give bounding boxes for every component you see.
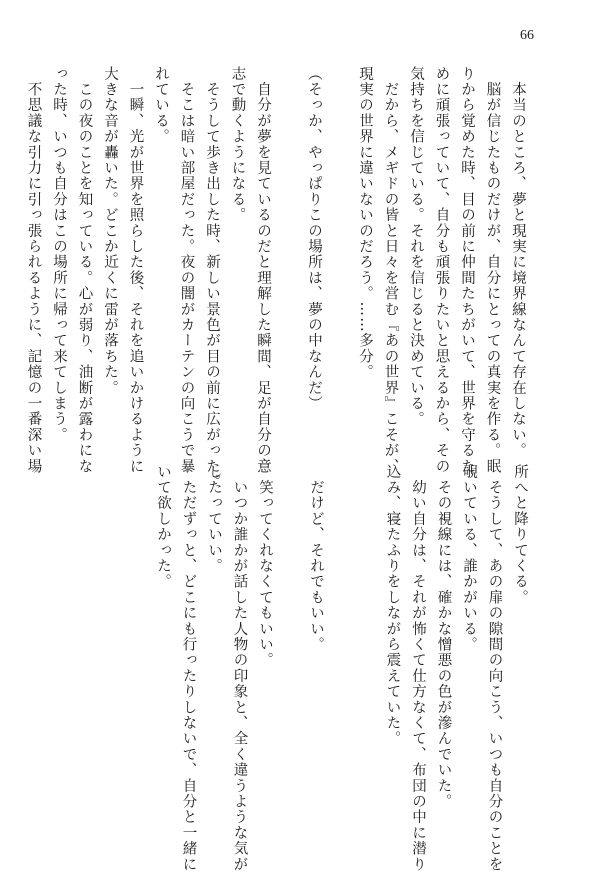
text-line: 込み、寝たふりをしながら震えていた。	[384, 464, 401, 747]
text-line: 脳が信じたものだけが、自分にとっての真実を作る。眠	[484, 66, 501, 475]
text-line: 幼い自分は、それが怖くて仕方なくて、布団の中に潜り	[410, 464, 426, 872]
text-line: したっていい。	[206, 464, 222, 574]
text-line	[326, 66, 352, 446]
page-number: 66	[520, 28, 534, 43]
text-line: 志で動くようになる。	[229, 66, 246, 223]
text-line: 自分が夢を見ているのだと理解した瞬間、足が自分の意	[255, 66, 271, 475]
text-line: りから覚めた時、目の前に仲間たちがいて、世界を守るた	[459, 66, 475, 475]
text-line: だけど、それでもいい。	[308, 464, 324, 653]
text-line: めに頑張っていて、自分も頑張りたいと思えるから、その	[433, 66, 450, 475]
text-line: 不思議な引力に引っ張られるように、記憶の一番深い場	[25, 66, 42, 475]
text-line	[277, 464, 303, 844]
text-line: （そっか、やっぱりこの場所は、夢の中なんだ）	[306, 66, 322, 412]
text-line: 気持ちを信じている。それを信じると決めている。	[408, 66, 424, 428]
bottom-text-block	[150, 464, 533, 872]
text-line: 現実の世界に違いないのだろう。……多分。	[357, 66, 373, 380]
text-line: いて欲しかった。	[155, 464, 171, 590]
text-line	[328, 464, 354, 844]
text-line: いつか誰かが話した人物の印象と、全く違うような気が	[231, 464, 248, 872]
text-line	[275, 66, 301, 446]
top-text-block	[20, 66, 530, 490]
text-line: 笑ってくれなくてもいい。	[257, 464, 273, 669]
text-line: った時、いつも自分はこの場所に帰って来てしまう。	[51, 66, 67, 443]
text-line: そうして、あの扉の隙間の向こう、いつも自分のことを	[486, 464, 503, 872]
text-line	[354, 464, 380, 844]
text-line: 所へと降りてくる。	[512, 464, 528, 606]
text-line: 本当のところ、夢と現実に境界線なんて存在しない。	[510, 66, 526, 459]
text-line: だから、メギドの皆と日々を営む『あの世界』こそが、	[382, 66, 399, 475]
text-line: ただずっと、どこにも行ったりしないで、自分と一緒に	[180, 464, 197, 872]
text-line: れている。	[153, 66, 169, 145]
text-line: 一瞬、光が世界を照らした後、それを追いかけるように	[127, 66, 144, 475]
text-line: 覗いている、誰かがいる。	[461, 464, 477, 653]
text-line: そこは暗い部屋だった。夜の闇がカーテンの向こうで暴	[178, 66, 195, 475]
text-line: この夜のことを知っている。心が弱り、油断が露わにな	[76, 66, 93, 475]
text-line: そうして歩き出した時、新しい景色が目の前に広がった。	[204, 66, 220, 490]
text-line: 大きな音が轟いた。どこか近くに雷が落ちた。	[102, 66, 118, 396]
text-line: その視線には、確かな憎悪の色が滲んでいた。	[435, 464, 452, 810]
